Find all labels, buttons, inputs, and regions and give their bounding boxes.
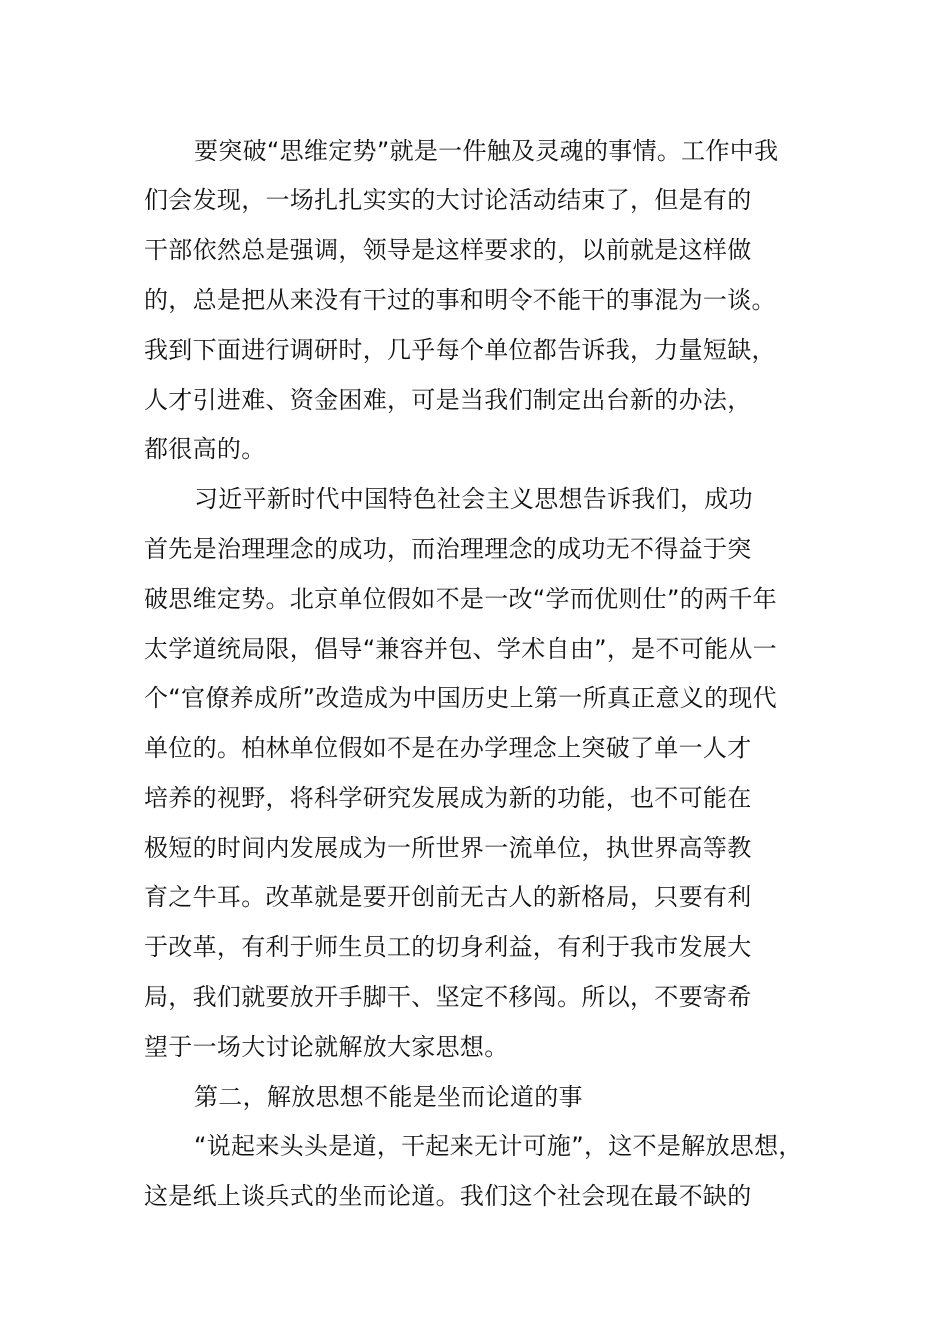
text-line: 太学道统局限，倡导“兼容并包、学术自由”，是不可能从一: [144, 635, 777, 663]
text-line: 都很高的。: [144, 435, 266, 463]
text-line: 们会发现，一场扎扎实实的大讨论活动结束了，但是有的: [144, 186, 752, 214]
text-line: 望于一场大讨论就解放大家思想。: [144, 1033, 509, 1061]
text-line: 要突破“思维定势”就是一件触及灵魂的事情。工作中我: [194, 137, 779, 165]
text-line: 局，我们就要放开手脚干、坚定不移闯。所以，不要寄希: [144, 983, 752, 1011]
text-line: 我到下面进行调研时，几乎每个单位都告诉我，力量短缺，: [144, 336, 776, 364]
text-line: “说起来头头是道，干起来无计可施”，这不是解放思想，: [194, 1132, 803, 1160]
text-line: 这是纸上谈兵式的坐而论道。我们这个社会现在最不缺的: [144, 1182, 752, 1210]
text-line: 极短的时间内发展成为一所世界一流单位，执世界高等教: [144, 834, 752, 862]
text-line: 人才引进难、资金困难，可是当我们制定出台新的办法，: [144, 386, 752, 414]
text-line: 个“官僚养成所”改造成为中国历史上第一所真正意义的现代: [144, 684, 777, 712]
text-line: 于改革，有利于师生员工的切身利益，有利于我市发展大: [144, 933, 752, 961]
text-line: 培养的视野，将科学研究发展成为新的功能，也不可能在: [144, 784, 752, 812]
text-line: 的，总是把从来没有干过的事和明令不能干的事混为一谈。: [144, 286, 776, 314]
text-line: 习近平新时代中国特色社会主义思想告诉我们，成功: [194, 485, 753, 513]
text-line: 干部依然总是强调，领导是这样要求的，以前就是这样做: [144, 236, 752, 264]
section-heading: 第二，解放思想不能是坐而论道的事: [194, 1083, 583, 1111]
text-line: 破思维定势。北京单位假如不是一改“学而优则仕”的两千年: [144, 585, 777, 613]
text-line: 单位的。柏林单位假如不是在办学理念上突破了单一人才: [144, 734, 752, 762]
text-line: 育之牛耳。改革就是要开创前无古人的新格局，只要有利: [144, 883, 752, 911]
text-line: 首先是治理理念的成功，而治理理念的成功无不得益于突: [144, 535, 752, 563]
